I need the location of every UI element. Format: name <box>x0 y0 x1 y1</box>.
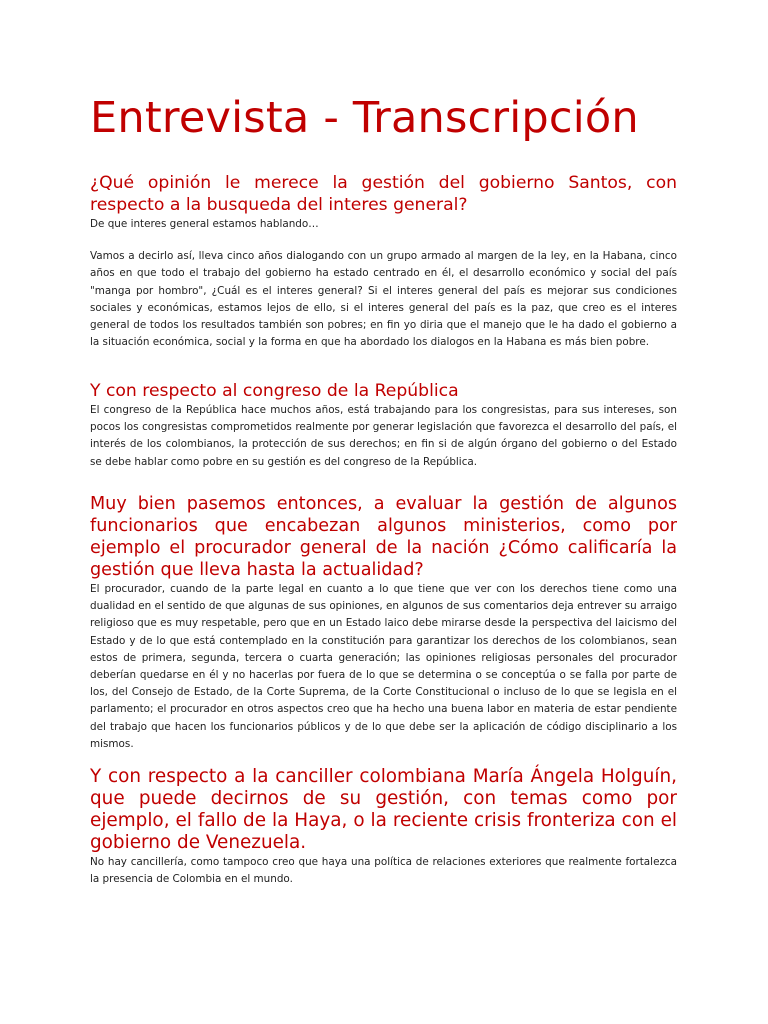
question-heading: Muy bien pasemos entonces, a evaluar la gestión de algunos funcionarios que encabezan algunos ministerios, como por ejemplo el procurador general de la nación ¿Cómo calificaría la gestión que lleva hasta la actualidad? <box>90 494 677 580</box>
interview-section-1 <box>90 172 677 351</box>
interview-section-3 <box>90 493 677 753</box>
interview-section-2 <box>90 380 677 471</box>
question-heading: Y con respecto al congreso de la República <box>90 381 459 401</box>
answer-paragraph: El congreso de la República hace muchos años, está trabajando para los congresistas, para sus intereses, son pocos los congresistas comprometidos realmente por generar legislación que favorezca el desarrollo del país, el interés de los colombianos, la protección de sus derechos; en fin si de algún órgano del gobierno o del Estado se debe hablar como pobre en su gestión es del congreso de la República. <box>90 404 677 468</box>
question-heading: Y con respecto a la canciller colombiana María Ángela Holguín, que puede decirnos de su gestión, con temas como por ejemplo, el fallo de la Haya, o la reciente crisis fronteriza con el gobierno de Venezuela. <box>90 766 677 853</box>
interview-section-4 <box>90 766 677 888</box>
answer-paragraph: De que interes general estamos hablando… <box>90 218 319 230</box>
page-title: Entrevista - Transcripción <box>90 93 639 143</box>
question-heading: ¿Qué opinión le merece la gestión del gobierno Santos, con respecto a la busqueda del interes general? <box>90 173 677 215</box>
answer-paragraph: Vamos a decirlo así, lleva cinco años dialogando con un grupo armado al margen de la ley, en la Habana, cinco años en que todo el trabajo del gobierno ha estado centrado en él, el desarrollo económico y social del país "manga por hombro", ¿Cuál es el interes general? Si el interes general del país es mejorar sus condiciones sociales y económicas, estamos lejos de ello, si el interes general del país es la paz, que creo es el interes general de todos los resultados también son pobres; en fin yo diria que el manejo que le ha dado el gobierno a la situación económica, social y la forma en que ha abordado los dialogos en la Habana es más bien pobre. <box>90 250 677 349</box>
answer-paragraph: No hay cancillería, como tampoco creo que haya una política de relaciones exteriores que realmente fortalezca la presencia de Colombia en el mundo. <box>90 856 677 886</box>
answer-paragraph: El procurador, cuando de la parte legal en cuanto a lo que tiene que ver con los derechos tiene como una dualidad en el sentido de que algunas de sus opiniones, en algunos de sus comentarios deja entrever su arraigo religioso que es muy respetable, pero que en un Estado laico debe mirarse desde la perspectiva del laicismo del Estado y de lo que está contemplado en la constitución para garantizar los derechos de los colombianos, sean estos de primera, segunda, tercera o cuarta generación; las opiniones religiosas personales del procurador deberían quedarse en él y no hacerlas por fuera de lo que se determina o se conceptúa o se falla por parte de los, del Consejo de Estado, de la Corte Suprema, de la Corte Constitucional o incluso de lo que se legisla en el parlamento; el procurador en otros aspectos creo que ha hecho una buena labor en materia de estar pendiente del trabajo que hacen los funcionarios públicos y de lo que debe ser la aplicación de código disciplinario a los mismos. <box>90 583 677 750</box>
